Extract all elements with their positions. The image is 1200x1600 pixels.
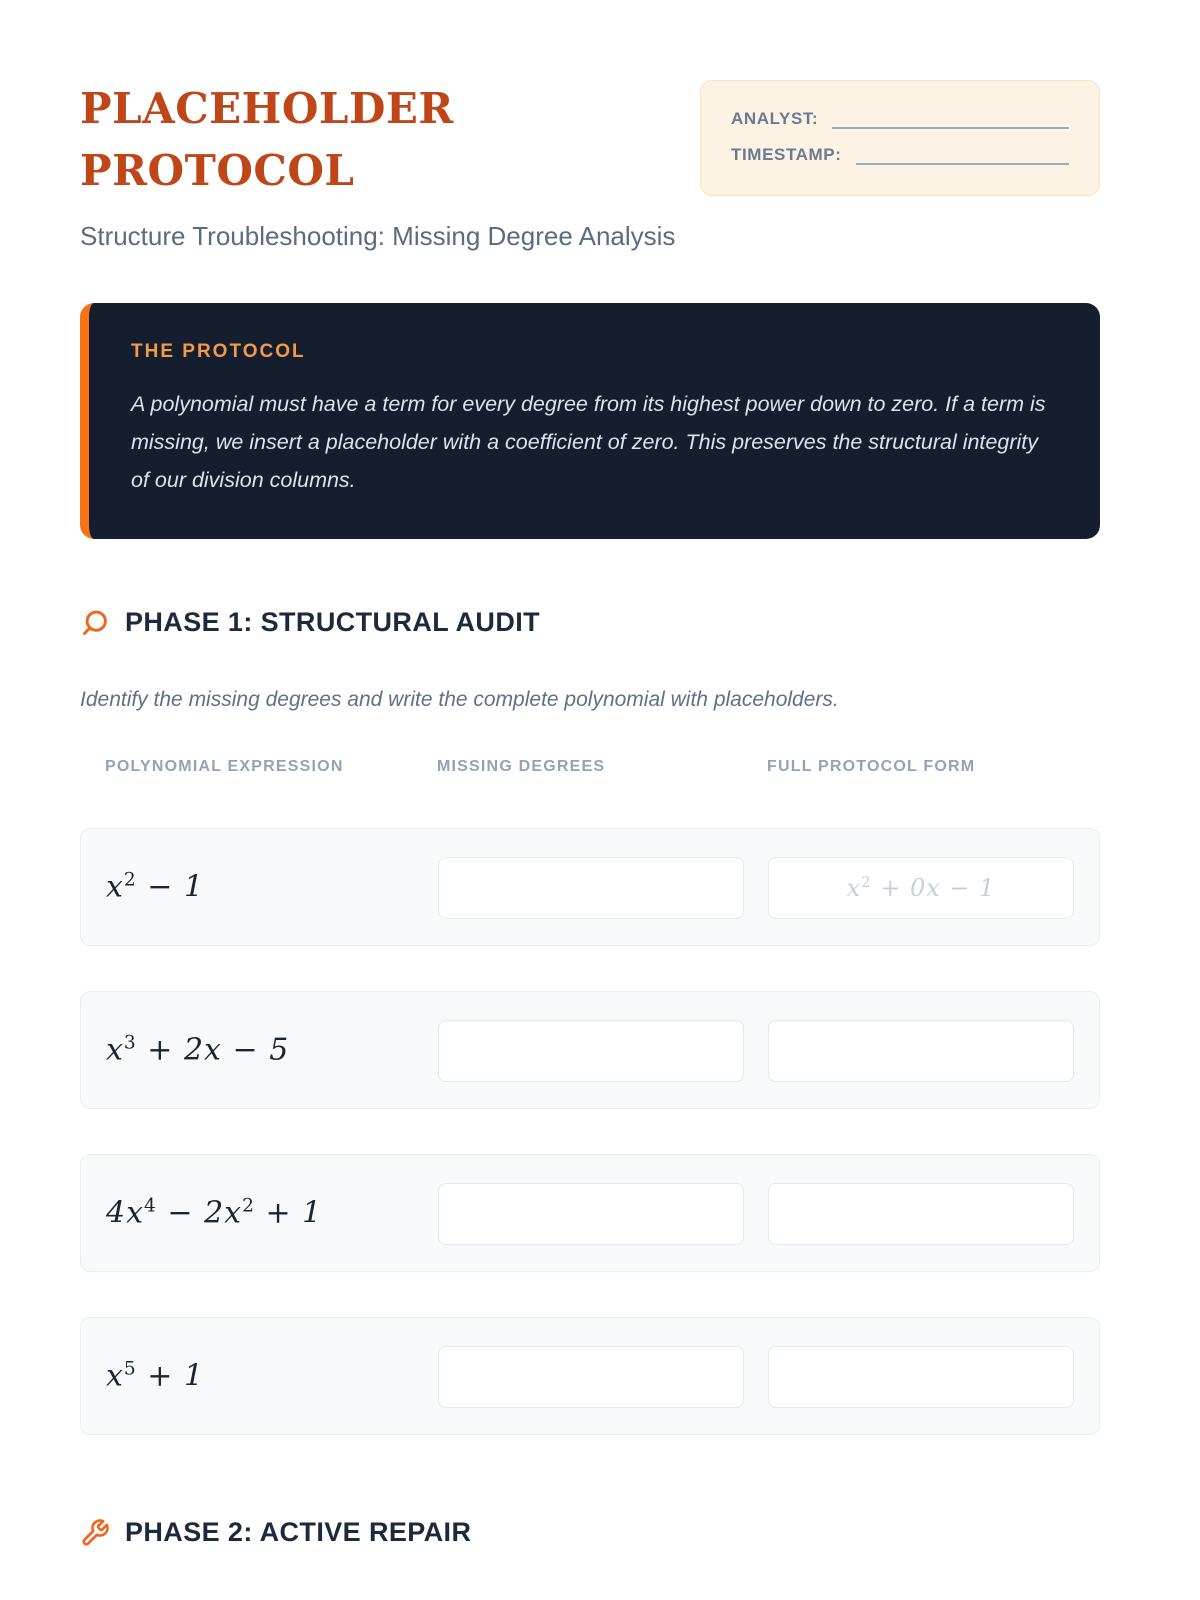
page-title xyxy=(80,78,680,202)
protocol-callout xyxy=(80,303,1100,539)
timestamp-label: TIMESTAMP: xyxy=(731,145,842,164)
polynomial-expression: $x^5 + 1$ xyxy=(106,1358,205,1394)
polynomial-expression: $x^3 + 2x - 5$ xyxy=(106,1032,290,1068)
polynomial-expression: $x^2 - 1$ xyxy=(106,869,205,905)
phase2-heading-text: PHASE 2: ACTIVE REPAIR xyxy=(125,1517,472,1547)
table-row xyxy=(80,1154,1100,1272)
analyst-meta-box xyxy=(700,80,1100,196)
column-header-missing: MISSING DEGREES xyxy=(437,758,606,775)
protocol-form-input[interactable] xyxy=(768,1020,1074,1082)
analyst-write-line[interactable] xyxy=(832,109,1069,129)
protocol-form-input[interactable] xyxy=(768,1346,1074,1408)
protocol-form-input[interactable] xyxy=(768,1183,1074,1245)
column-header-protocol: FULL PROTOCOL FORM xyxy=(767,758,976,775)
missing-degrees-input[interactable] xyxy=(438,1346,744,1408)
title-block xyxy=(80,78,680,258)
polynomial-expression: $4x^4 - 2x^2 + 1$ xyxy=(106,1195,323,1231)
table-row xyxy=(80,1317,1100,1435)
timestamp-row xyxy=(731,145,1069,165)
missing-degrees-input[interactable] xyxy=(438,1020,744,1082)
protocol-callout-heading: THE PROTOCOL xyxy=(131,341,306,362)
phase2-heading xyxy=(80,1517,1100,1548)
page-title-line2: PROTOCOL xyxy=(80,146,355,195)
page-title-line1: PLACEHOLDER xyxy=(80,84,454,133)
timestamp-write-line[interactable] xyxy=(856,145,1069,165)
protocol-form-placeholder: $x^2 + 0x - 1$ xyxy=(846,873,996,902)
table-row xyxy=(80,828,1100,946)
page-subtitle: Structure Troubleshooting: Missing Degree Analysis xyxy=(80,221,676,251)
protocol-form-input[interactable] xyxy=(768,857,1074,919)
column-header-expression: POLYNOMIAL EXPRESSION xyxy=(105,758,344,775)
header xyxy=(80,0,1100,258)
phase1-heading xyxy=(80,607,1100,638)
analyst-label: ANALYST: xyxy=(731,109,819,128)
worksheet-rows xyxy=(80,828,1100,1435)
search-icon xyxy=(80,608,110,638)
table-row xyxy=(80,991,1100,1109)
analyst-row xyxy=(731,109,1069,129)
missing-degrees-input[interactable] xyxy=(438,857,744,919)
protocol-callout-body: A polynomial must have a term for every degree from its highest power down to zero. If a term is missing, we insert a placeholder with a coefficient of zero. This preserves the structural integrity of our division columns. xyxy=(131,392,1046,492)
wrench-icon xyxy=(80,1518,110,1548)
missing-degrees-input[interactable] xyxy=(438,1183,744,1245)
phase1-heading-text: PHASE 1: STRUCTURAL AUDIT xyxy=(125,607,541,637)
phase1-instruction: Identify the missing degrees and write the complete polynomial with placeholders. xyxy=(80,688,839,711)
table-column-headers xyxy=(80,758,1100,778)
